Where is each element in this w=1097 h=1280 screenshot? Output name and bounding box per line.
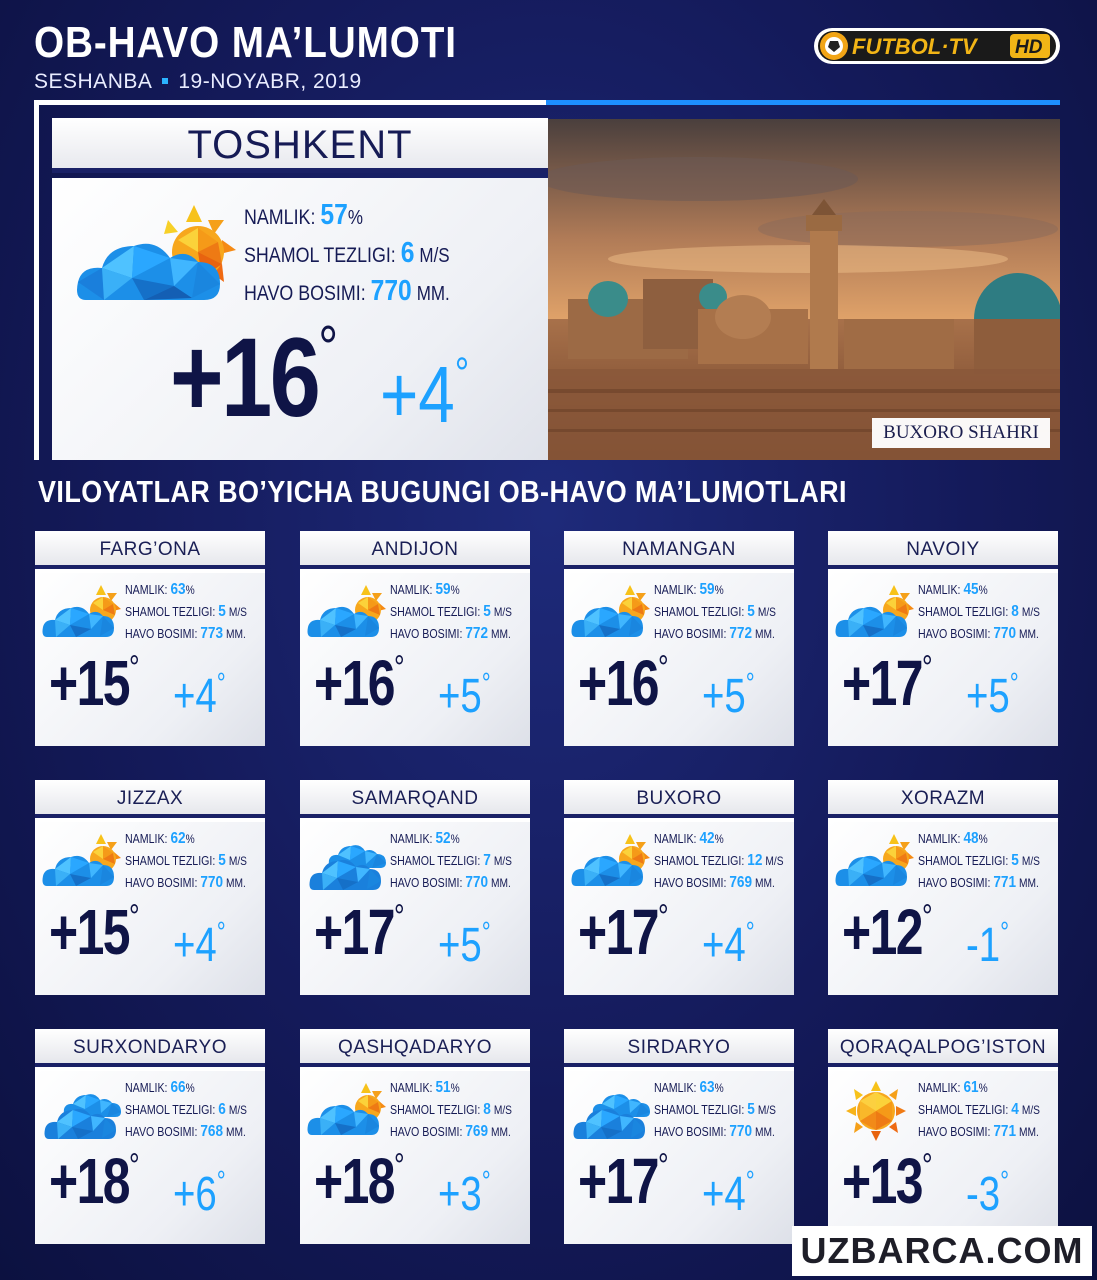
region-card (300, 1029, 530, 1244)
region-temp-high: +15° (49, 647, 139, 719)
region-stats (125, 579, 247, 645)
region-temp-high: +15° (49, 896, 139, 968)
region-humidity: NAMLIK: 61% (918, 1079, 988, 1096)
region-stats (654, 1077, 776, 1143)
main-wind: SHAMOL TEZLIGI: 6 M/S (244, 237, 450, 269)
region-temp-high: +17° (578, 896, 668, 968)
region-body (828, 822, 1058, 995)
region-stats (390, 828, 512, 894)
region-name: SURXONDARYO (35, 1029, 265, 1067)
region-wind: SHAMOL TEZLIGI: 4 M/S (918, 1101, 1040, 1118)
region-name: NAMANGAN (564, 531, 794, 569)
main-temp-high: +16° (170, 314, 336, 440)
city-photo (548, 119, 1060, 460)
region-card (564, 1029, 794, 1244)
region-temp-high: +18° (49, 1145, 139, 1217)
region-wind: SHAMOL TEZLIGI: 5 M/S (125, 603, 247, 620)
region-body (35, 573, 265, 746)
region-temp-high: +16° (314, 647, 404, 719)
region-stats (390, 579, 512, 645)
partly-cloudy-icon (306, 1081, 388, 1141)
region-name: ANDIJON (300, 531, 530, 569)
partly-cloudy-icon (306, 583, 388, 643)
region-name: QORAQALPOG’ISTON (828, 1029, 1058, 1067)
region-body (828, 1071, 1058, 1244)
region-temp-low: +5° (966, 667, 1019, 723)
region-name: SIRDARYO (564, 1029, 794, 1067)
header-rule-blue (546, 100, 1060, 105)
region-pressure: HAVO BOSIMI: 771 MM. (918, 1123, 1039, 1140)
svg-text:FUTBOL·TV: FUTBOL·TV (852, 34, 977, 59)
region-pressure: HAVO BOSIMI: 772 MM. (654, 625, 775, 642)
region-humidity: NAMLIK: 51% (390, 1079, 460, 1096)
region-temp-high: +13° (842, 1145, 932, 1217)
region-wind: SHAMOL TEZLIGI: 7 M/S (390, 852, 512, 869)
partly-cloudy-icon (41, 583, 123, 643)
day-label: SESHANBA (34, 70, 153, 93)
region-pressure: HAVO BOSIMI: 773 MM. (125, 625, 246, 642)
region-humidity: NAMLIK: 59% (390, 581, 460, 598)
partly-cloudy-icon (834, 583, 916, 643)
main-weather-body (52, 178, 548, 460)
region-pressure: HAVO BOSIMI: 772 MM. (390, 625, 511, 642)
region-humidity: NAMLIK: 48% (918, 830, 988, 847)
region-name: JIZZAX (35, 780, 265, 818)
region-card (300, 780, 530, 995)
region-stats (918, 828, 1040, 894)
cloudy-icon (570, 1081, 652, 1141)
region-temp-low: +4° (173, 667, 226, 723)
region-humidity: NAMLIK: 59% (654, 581, 724, 598)
region-temp-low: +5° (438, 667, 491, 723)
partly-cloudy-icon (74, 200, 244, 310)
region-temp-low: +3° (438, 1165, 491, 1221)
region-pressure: HAVO BOSIMI: 771 MM. (918, 874, 1039, 891)
main-humidity: NAMLIK: 57% (244, 199, 363, 231)
region-temp-high: +12° (842, 896, 932, 968)
photo-caption: BUXORO SHAHRI (872, 418, 1050, 448)
region-card (35, 780, 265, 995)
region-name: SAMARQAND (300, 780, 530, 818)
region-wind: SHAMOL TEZLIGI: 8 M/S (390, 1101, 512, 1118)
region-humidity: NAMLIK: 62% (125, 830, 195, 847)
region-card (35, 1029, 265, 1244)
region-wind: SHAMOL TEZLIGI: 5 M/S (125, 852, 247, 869)
region-pressure: HAVO BOSIMI: 769 MM. (390, 1123, 511, 1140)
region-wind: SHAMOL TEZLIGI: 5 M/S (654, 1101, 776, 1118)
futbol-tv-logo (812, 25, 1062, 67)
region-name: QASHQADARYO (300, 1029, 530, 1067)
region-humidity: NAMLIK: 63% (654, 1079, 724, 1096)
region-temp-high: +17° (842, 647, 932, 719)
region-pressure: HAVO BOSIMI: 770 MM. (125, 874, 246, 891)
region-stats (918, 579, 1040, 645)
left-rule (34, 100, 39, 460)
partly-cloudy-icon (570, 832, 652, 892)
main-pressure: HAVO BOSIMI: 770 MM. (244, 275, 450, 307)
main-city-name: TOSHKENT (52, 118, 548, 173)
region-temp-low: +4° (173, 916, 226, 972)
region-wind: SHAMOL TEZLIGI: 6 M/S (125, 1101, 247, 1118)
region-name: BUXORO (564, 780, 794, 818)
region-pressure: HAVO BOSIMI: 769 MM. (654, 874, 775, 891)
region-stats (125, 1077, 247, 1143)
date-line (34, 70, 362, 94)
region-wind: SHAMOL TEZLIGI: 5 M/S (390, 603, 512, 620)
region-body (564, 573, 794, 746)
region-body (300, 573, 530, 746)
region-stats (390, 1077, 512, 1143)
region-body (35, 822, 265, 995)
region-body (300, 1071, 530, 1244)
region-body (564, 1071, 794, 1244)
region-humidity: NAMLIK: 66% (125, 1079, 195, 1096)
watermark: UZBARCA.COM (792, 1226, 1092, 1276)
region-stats (654, 828, 784, 894)
header-rule-white (34, 100, 546, 105)
partly-cloudy-icon (570, 583, 652, 643)
region-temp-low: -1° (966, 916, 1010, 972)
bukhara-skyline-image (548, 119, 1060, 460)
svg-text:HD: HD (1015, 37, 1043, 58)
region-wind: SHAMOL TEZLIGI: 5 M/S (918, 852, 1040, 869)
region-humidity: NAMLIK: 42% (654, 830, 724, 847)
region-card (828, 531, 1058, 746)
region-body (564, 822, 794, 995)
region-stats (918, 1077, 1040, 1143)
region-card (300, 531, 530, 746)
region-card (564, 531, 794, 746)
page-title: OB-HAVO MA’LUMOTI (34, 18, 457, 67)
main-stats (244, 198, 450, 312)
region-stats (654, 579, 776, 645)
region-temp-low: +6° (173, 1165, 226, 1221)
section-title: VILOYATLAR BO’YICHA BUGUNGI OB-HAVO MA’LUMOTLARI (38, 474, 847, 509)
partly-cloudy-icon (41, 832, 123, 892)
region-temp-low: +5° (438, 916, 491, 972)
region-wind: SHAMOL TEZLIGI: 8 M/S (918, 603, 1040, 620)
sun-icon (834, 1081, 916, 1141)
cloudy-icon (41, 1081, 123, 1141)
region-stats (125, 828, 247, 894)
region-body (300, 822, 530, 995)
date-label: 19-NOYABR, 2019 (178, 70, 362, 93)
region-card (828, 780, 1058, 995)
region-pressure: HAVO BOSIMI: 768 MM. (125, 1123, 246, 1140)
main-weather-card (52, 118, 548, 460)
region-body (35, 1071, 265, 1244)
region-pressure: HAVO BOSIMI: 770 MM. (918, 625, 1039, 642)
region-card (828, 1029, 1058, 1244)
region-temp-low: +4° (702, 916, 755, 972)
region-temp-high: +18° (314, 1145, 404, 1217)
region-humidity: NAMLIK: 45% (918, 581, 988, 598)
region-temp-high: +17° (314, 896, 404, 968)
region-humidity: NAMLIK: 52% (390, 830, 460, 847)
main-temp-low: +4° (380, 349, 470, 439)
cloudy-icon (306, 832, 388, 892)
separator-dot (162, 78, 168, 84)
region-card (564, 780, 794, 995)
region-pressure: HAVO BOSIMI: 770 MM. (390, 874, 511, 891)
region-temp-high: +16° (578, 647, 668, 719)
region-humidity: NAMLIK: 63% (125, 581, 195, 598)
region-temp-low: +5° (702, 667, 755, 723)
region-temp-low: +4° (702, 1165, 755, 1221)
partly-cloudy-icon (834, 832, 916, 892)
region-name: NAVOIY (828, 531, 1058, 569)
region-card (35, 531, 265, 746)
region-name: FARG’ONA (35, 531, 265, 569)
region-name: XORAZM (828, 780, 1058, 818)
region-pressure: HAVO BOSIMI: 770 MM. (654, 1123, 775, 1140)
region-temp-high: +17° (578, 1145, 668, 1217)
region-wind: SHAMOL TEZLIGI: 12 M/S (654, 852, 784, 869)
region-wind: SHAMOL TEZLIGI: 5 M/S (654, 603, 776, 620)
region-temp-low: -3° (966, 1165, 1010, 1221)
region-body (828, 573, 1058, 746)
